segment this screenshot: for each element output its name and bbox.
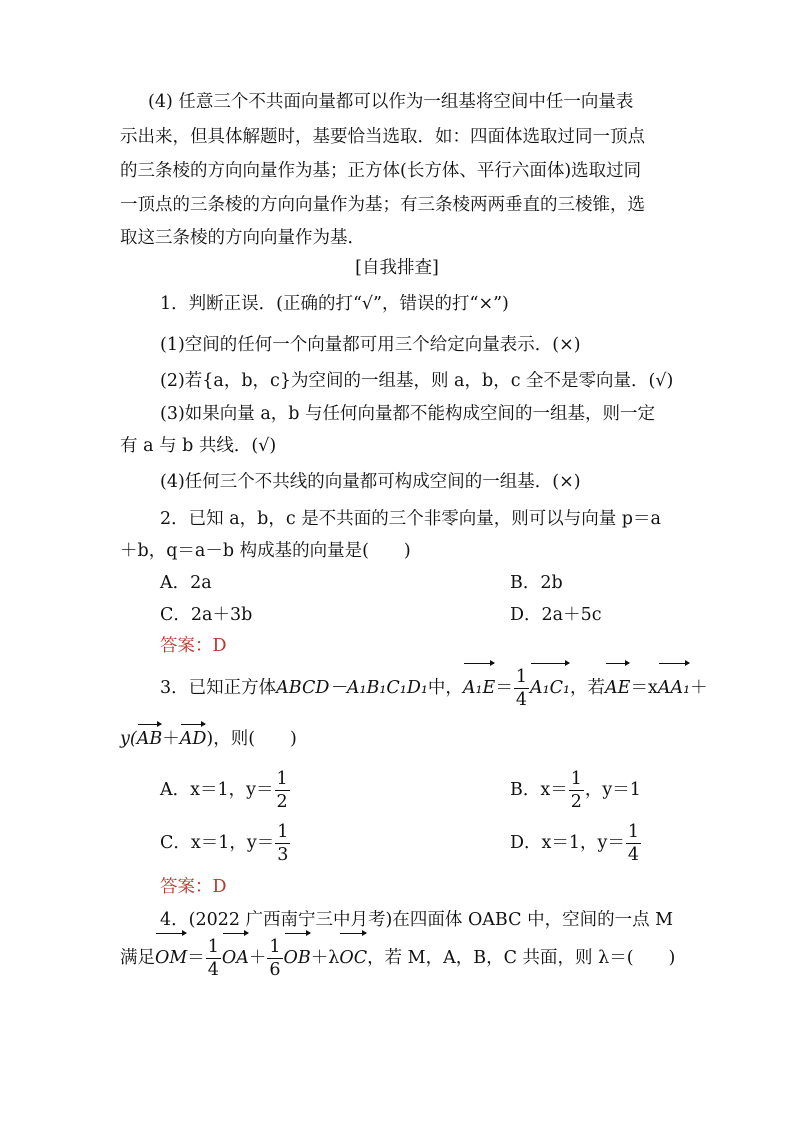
q1-item-2: (2)若{a，b，c}为空间的一组基，则 a，b，c 全不是零向量．(√) <box>160 371 674 391</box>
q3-option-a-fraction <box>275 768 290 813</box>
q3-fraction-den: 4 <box>515 690 527 710</box>
q3-option-c-fraction <box>275 821 290 866</box>
q3-line2-end: )，则( ) <box>206 729 297 749</box>
q4-fraction-1-num: 1 <box>207 937 219 957</box>
q2-option-d: D．2a＋5c <box>510 605 602 625</box>
q3-option-b <box>510 768 641 813</box>
q3-y: y( <box>120 729 137 749</box>
q3-option-a-num: 1 <box>276 769 288 789</box>
q3-vec-a1e: A₁E <box>463 666 495 710</box>
q3-vec-ae: AE <box>605 666 630 710</box>
q3-eq2: ＝x <box>630 678 658 698</box>
q2-stem-line-1: 2．已知 a，b，c 是不共面的三个非零向量，则可以与向量 p＝a <box>160 509 661 529</box>
q4-vec-ob: OB <box>284 936 311 980</box>
q3-vec-a1c1: A₁C₁ <box>530 666 570 710</box>
q3-option-b-den: 2 <box>570 792 582 812</box>
q4-fraction-2-den: 6 <box>269 960 281 980</box>
q4-plus-lambda: ＋λ <box>310 948 340 968</box>
q4-stem-line-2 <box>120 936 675 981</box>
q3-option-b-num: 1 <box>570 769 582 789</box>
q4-fraction-2 <box>267 936 282 981</box>
q1-item-4: (4)任何三个不共线的向量都可构成空间的一组基．(×) <box>160 472 581 492</box>
q3-plus2: ＋ <box>162 729 180 749</box>
q4-eq: ＝ <box>187 948 205 968</box>
q4-vec-oc: OC <box>339 936 367 980</box>
q3-option-d-text: D．x＝1，y＝ <box>510 833 625 853</box>
q3-if: ，若 <box>570 678 606 698</box>
q3-option-c-den: 3 <box>277 845 289 865</box>
q3-option-c <box>160 821 291 866</box>
q3-vec-aa1: AA₁ <box>658 666 690 710</box>
q1-item-3-line-1: (3)如果向量 a，b 与任何向量都不能构成空间的一组基，则一定 <box>160 404 656 424</box>
q3-vec-ad: AD <box>179 729 207 749</box>
q3-option-b-fraction <box>569 768 584 813</box>
q3-option-d-den: 4 <box>627 845 640 865</box>
para4-line-4: 一顶点的三条棱的方向向量作为基；有三条棱两两垂直的三棱锥，选 <box>120 195 645 215</box>
q3-answer: 答案：D <box>160 877 227 897</box>
q4-fraction-2-num: 1 <box>269 937 281 957</box>
q3-option-a-text: A．x＝1，y＝ <box>160 780 274 800</box>
q2-answer: 答案：D <box>160 636 227 656</box>
q3-option-d-fraction <box>626 821 641 866</box>
q3-stem-line-2 <box>120 727 297 751</box>
q4-prefix: 满足 <box>120 948 155 968</box>
para4-line-5: 取这三条棱的方向向量作为基． <box>120 228 365 248</box>
q4-fraction-1 <box>206 936 221 981</box>
q1-stem: 1．判断正误．(正确的打“√”，错误的打“×”) <box>160 294 509 314</box>
q3-option-c-text: C．x＝1，y＝ <box>160 833 275 853</box>
para4-line-3: 的三条棱的方向向量作为基；正方体(长方体、平行六面体)选取过同 <box>120 161 642 181</box>
q3-option-d <box>510 821 642 866</box>
q3-mid: 中， <box>427 678 463 698</box>
q3-option-b-suffix: ，y＝1 <box>584 780 641 800</box>
q4-vec-oa: OA <box>222 936 249 980</box>
section-title: [自我排查] <box>355 258 439 278</box>
para4-line-2: 示出来，但具体解题时，基要恰当选取．如：四面体选取过同一顶点 <box>120 127 645 147</box>
q2-option-a: A．2a <box>160 573 212 593</box>
q3-prefix: 3．已知正方体 <box>160 678 277 698</box>
q1-item-1: (1)空间的任何一个向量都可用三个给定向量表示．(×) <box>160 335 581 355</box>
q3-stem-line-1 <box>160 666 708 711</box>
q2-option-c: C．2a＋3b <box>160 605 253 625</box>
q4-fraction-1-den: 4 <box>207 960 219 980</box>
q3-option-d-num: 1 <box>627 822 640 842</box>
q3-fraction-num: 1 <box>515 667 527 687</box>
q2-option-b: B．2b <box>510 573 563 593</box>
para4-line-1: (4) 任意三个不共面向量都可以作为一组基将空间中任一向量表 <box>148 92 634 112</box>
q4-plus: ＋ <box>248 948 267 968</box>
q3-plus: ＋ <box>690 678 708 698</box>
q3-option-c-num: 1 <box>277 822 289 842</box>
q3-eq: ＝ <box>495 678 513 698</box>
q4-vec-om: OM <box>155 936 187 980</box>
q3-cube: ABCD－A₁B₁C₁D₁ <box>276 678 428 698</box>
q3-option-a-den: 2 <box>276 792 288 812</box>
q4-stem-line-1: 4．(2022 广西南宁三中月考)在四面体 OABC 中，空间的一点 M <box>160 910 674 930</box>
q4-suffix: ，若 M，A，B，C 共面，则 λ＝( ) <box>367 948 676 968</box>
q3-option-b-text: B．x＝ <box>510 780 568 800</box>
q2-stem-line-2: ＋b，q＝a－b 构成基的向量是( ) <box>120 541 411 561</box>
q3-fraction <box>514 666 529 711</box>
q1-item-3-line-2: 有 a 与 b 共线．(√) <box>120 436 277 456</box>
q3-vec-ab: AB <box>136 729 163 749</box>
q3-option-a <box>160 768 291 813</box>
